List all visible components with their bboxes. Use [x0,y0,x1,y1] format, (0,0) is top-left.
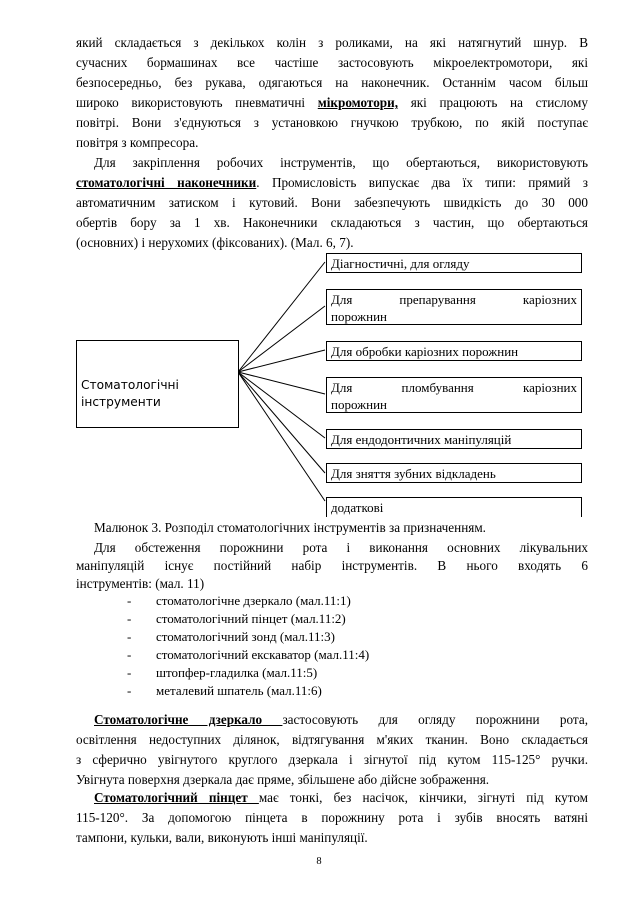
figure-caption: Малюнок 3. Розподіл стоматологічних інструментів за призначенням. [94,520,486,535]
list-item-text: стоматологічний зонд (мал.11:3) [156,629,335,644]
paragraph-3-line-1: Для обстеження порожнини рота і виконання основних лікувальних [94,540,588,555]
diagram-box-endodontic-label: Для ендодонтичних маніпуляцій [331,432,512,447]
paragraph-1-line-5: повітрі. Вони з'єднуються з установкою гнучкою трубкою, по якій поступає [76,115,588,130]
list-dash: - [127,683,132,698]
paragraph-4-line-4: Увігнута поверхня дзеркала дає пряме, збільшене або дійсне зображення. [76,772,490,787]
diagram-box-treatment [326,341,582,361]
diagram-box-filling-line-2: порожнин [331,397,387,412]
diagram-box-additional [326,497,582,517]
paragraph-4-line-1 [94,711,588,729]
diagram-box-filling [326,377,582,413]
page-number: 8 [316,856,322,867]
paragraph-1-line-4-end: які працюють на стислому [398,95,588,110]
paragraph-1-line-2: сучасних бормашинах все частіше застосовують мікроелектромотори, які [76,55,588,70]
connector-1 [238,262,325,372]
term-micromotors: мікромотори, [317,95,399,110]
paragraph-1-line-4-start: широко використовують пневматичні [76,95,318,110]
paragraph-5-line-3: тампони, кульки, вали, виконують інші маніпуляції. [76,830,368,845]
list-dash: - [127,611,132,626]
diagram-box-endodontic [326,429,582,449]
paragraph-1-line-3: безпосередньо, без рукава, одягаються на наконечник. Останнім часом більш [76,75,588,90]
diagram-box-diagnostic-label: Діагностичні, для огляду [331,256,470,271]
paragraph-1-line-6: повітря з компресора. [76,135,199,150]
paragraph-3-line-3: інструментів: (мал. 11) [76,576,205,591]
diagram-root-line-2: інструменти [81,395,161,409]
paragraph-4-line-2: освітлення недоступних ділянок, відтягування м'яких тканин. Воно складається [76,732,588,747]
list-dash: - [127,647,132,662]
diagram-box-preparation [326,289,582,325]
list-item-text: металевий шпатель (мал.11:6) [156,683,322,698]
diagram-box-scaling-label: Для зняття зубних відкладень [331,466,496,481]
paragraph-5-line-1-end: має тонкі, без насічок, кінчики, зігнуті під кутом [258,790,588,805]
connector-6 [238,372,325,473]
diagram-box-filling-line-1: Для пломбування каріозних [331,380,577,395]
paragraph-3-line-2: маніпуляцій існує постійний набір інструментів. В нього входять 6 [76,558,588,573]
connector-7 [238,372,325,501]
list-item-text: стоматологічний пінцет (мал.11:2) [156,611,346,626]
diagram-box-preparation-line-1: Для препарування каріозних [331,292,577,307]
paragraph-5-line-2: 115-120°. За допомогою пінцета в порожнину рота і зубів вносять ватяні [76,810,588,825]
list-dash: - [127,665,132,680]
paragraph-4-line-3: з сферично увігнутого круглого дзеркала і зігнутої під кутом 115-125° ручки. [76,752,588,767]
connector-5 [238,372,325,438]
term-dental-mirror: Стоматологічне дзеркало [94,712,283,727]
diagram-root-line-1: Стоматологічні [81,378,179,392]
paragraph-2-line-3: автоматичним затиском і кутовий. Вони забезпечують швидкість до 30 000 [76,195,588,210]
connector-3 [238,350,325,372]
diagram-box-diagnostic [326,253,582,273]
list-item-text: штопфер-гладилка (мал.11:5) [156,665,318,680]
diagram-root-box [76,340,239,428]
diagram-box-additional-label: додаткові [331,500,384,515]
connector-2 [238,306,325,372]
diagram-box-preparation-line-2: порожнин [331,309,387,324]
paragraph-1-line-1: який складається з декількох колін з роликами, на які натягнутий шнур. В [76,35,588,50]
list-item-text: стоматологічний екскаватор (мал.11:4) [156,647,370,662]
paragraph-4-line-1-end: застосовують для огляду порожнини рота, [282,712,588,727]
paragraph-2-line-1: Для закріплення робочих інструментів, що обертаються, використовують [94,155,588,170]
list-dash: - [127,593,132,608]
paragraph-2-line-4: обертів бору за 1 хв. Наконечники складаються з частин, що обертаються [76,215,588,230]
paragraph-2-line-5: (основних) і нерухомих (фіксованих). (Мал. 6, 7). [76,235,354,250]
list-item-text: стоматологічне дзеркало (мал.11:1) [156,593,351,608]
term-dental-tweezers: Стоматологічний пінцет [94,790,259,805]
diagram-box-treatment-label: Для обробки каріозних порожнин [331,344,519,359]
list-dash: - [127,629,132,644]
paragraph-2-line-2-end: . Промисловість випускає два їх типи: прямий з [256,175,589,190]
term-dental-handpieces: стоматологічні наконечники [76,175,257,190]
paragraph-5-line-1 [94,789,588,807]
diagram-box-scaling [326,463,582,483]
